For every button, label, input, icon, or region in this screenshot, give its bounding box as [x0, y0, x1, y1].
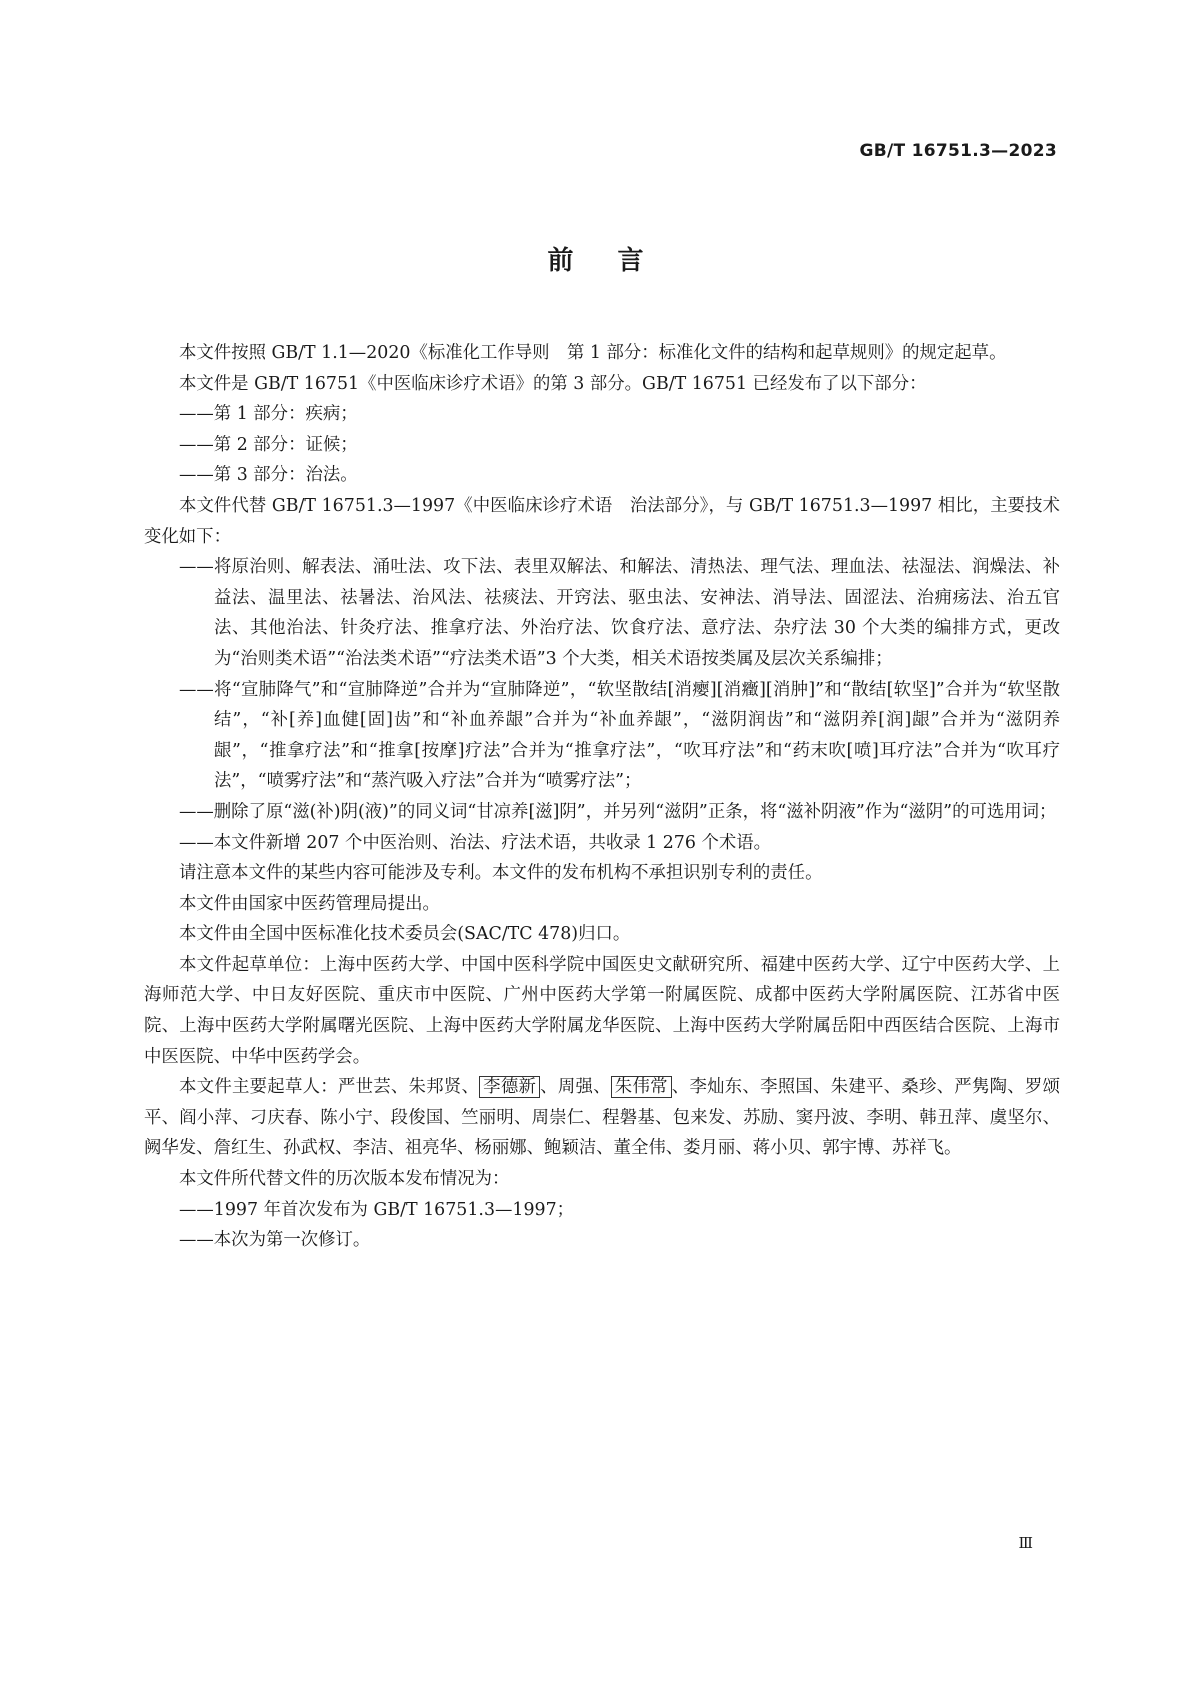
list-item-part-3: ——第 3 部分：治法。	[179, 465, 358, 486]
paragraph-drafting-units: 本文件起草单位：上海中医药大学、中国中医科学院中国医史文献研究所、福建中医药大学、辽宁中医药大学、上海师范大学、中日友好医院、重庆市中医院、广州中医药大学第一附属医院、成都中医药大学附属医院、江苏省中医院、上海中医药大学附属曙光医院、上海中医药大学附属龙华医院、上海中医药大学附属岳阳中西医结合医院、上海市中医医院、中华中医药学会。	[144, 954, 1060, 1067]
foreword-body	[144, 338, 1060, 1256]
list-item-history-1: ——1997 年首次发布为 GB/T 16751.3—1997；	[179, 1199, 575, 1220]
drafters-rest: 、李灿东、李照国、朱建平、桑珍、严隽陶、罗颂平、阎小萍、刁庆春、陈小宁、段俊国、竺丽明、周崇仁、程磐基、包来发、苏励、窦丹波、李明、韩丑萍、虞坚尔、阙华发、詹红生、孙武权、李洁、祖亮华、杨丽娜、鲍颖洁、董全伟、娄月丽、蒋小贝、郭宇博、苏祥飞。	[144, 1077, 1060, 1159]
list-item-part-1: ——第 1 部分：疾病；	[179, 404, 358, 425]
paragraph-patent-notice: 请注意本文件的某些内容可能涉及专利。本文件的发布机构不承担识别专利的责任。	[179, 863, 823, 884]
paragraph-administered-by: 本文件由全国中医标准化技术委员会(SAC/TC 478)归口。	[179, 924, 631, 945]
paragraph-proposed-by: 本文件由国家中医药管理局提出。	[179, 893, 440, 914]
drafters-prefix: 本文件主要起草人：严世芸、朱邦贤、	[179, 1077, 480, 1098]
list-item-change-3: ——删除了原“滋(补)阴(液)”的同义词“甘凉养[滋]阴”，并另列“滋阴”正条，将“滋补阴液”作为“滋阴”的可选用词；	[179, 801, 1057, 822]
paragraph-replaces: 本文件代替 GB/T 16751.3—1997《中医临床诊疗术语 治法部分》，与 GB/T 16751.3—1997 相比，主要技术变化如下：	[144, 495, 1060, 547]
page-title: 前言	[547, 246, 688, 276]
list-item-change-1: ——将原治则、解表法、涌吐法、攻下法、表里双解法、和解法、清热法、理气法、理血法、祛湿法、润燥法、补益法、温里法、祛暑法、治风法、祛痰法、开窍法、驱虫法、安神法、消导法、固涩法、治痈疡法、治五官法、其他治法、针灸疗法、推拿疗法、外治疗法、饮食疗法、意疗法、杂疗法 30 个大类的编排方式，更改为“治则类术语”“治法类术语”“疗法类术语”3 个大类，相关术语按类属及层次关系编排；	[179, 557, 1060, 669]
list-item-part-2: ——第 2 部分：证候；	[179, 434, 358, 455]
list-item-history-2: ——本次为第一次修订。	[179, 1230, 371, 1251]
paragraph-history-intro: 本文件所代替文件的历次版本发布情况为：	[179, 1169, 510, 1190]
list-item-change-2: ——将“宣肺降气”和“宣肺降逆”合并为“宣肺降逆”，“软坚散结[消瘿][消癥][消肿]”和“散结[软坚]”合并为“软坚散结”，“补[养]血健[固]齿”和“补血养龈”合并为“补血养龈”，“滋阴润齿”和“滋阴养[润]龈”合并为“滋阴养龈”，“推拿疗法”和“推拿[按摩]疗法”合并为“推拿疗法”，“吹耳疗法”和“药末吹[喷]耳疗法”合并为“吹耳疗法”，“喷雾疗法”和“蒸汽吸入疗法”合并为“喷雾疗法”；	[179, 679, 1060, 792]
drafter-boxed-name: 李德新	[479, 1076, 540, 1098]
drafters-middle: 、周强、	[540, 1077, 611, 1098]
list-item-change-4: ——本文件新增 207 个中医治则、治法、疗法术语，共收录 1 276 个术语。	[179, 832, 772, 853]
drafter-boxed-name: 朱伟常	[611, 1076, 672, 1098]
paragraph-drafters	[144, 1072, 1060, 1164]
paragraph-series-info: 本文件是 GB/T 16751《中医临床诊疗术语》的第 3 部分。GB/T 16751 已经发布了以下部分：	[179, 373, 927, 394]
paragraph-drafting-rules: 本文件按照 GB/T 1.1—2020《标准化工作导则 第 1 部分：标准化文件的结构和起草规则》的规定起草。	[179, 343, 1007, 363]
page-number: Ⅲ	[1018, 1534, 1033, 1552]
standard-number: GB/T 16751.3—2023	[859, 141, 1057, 161]
